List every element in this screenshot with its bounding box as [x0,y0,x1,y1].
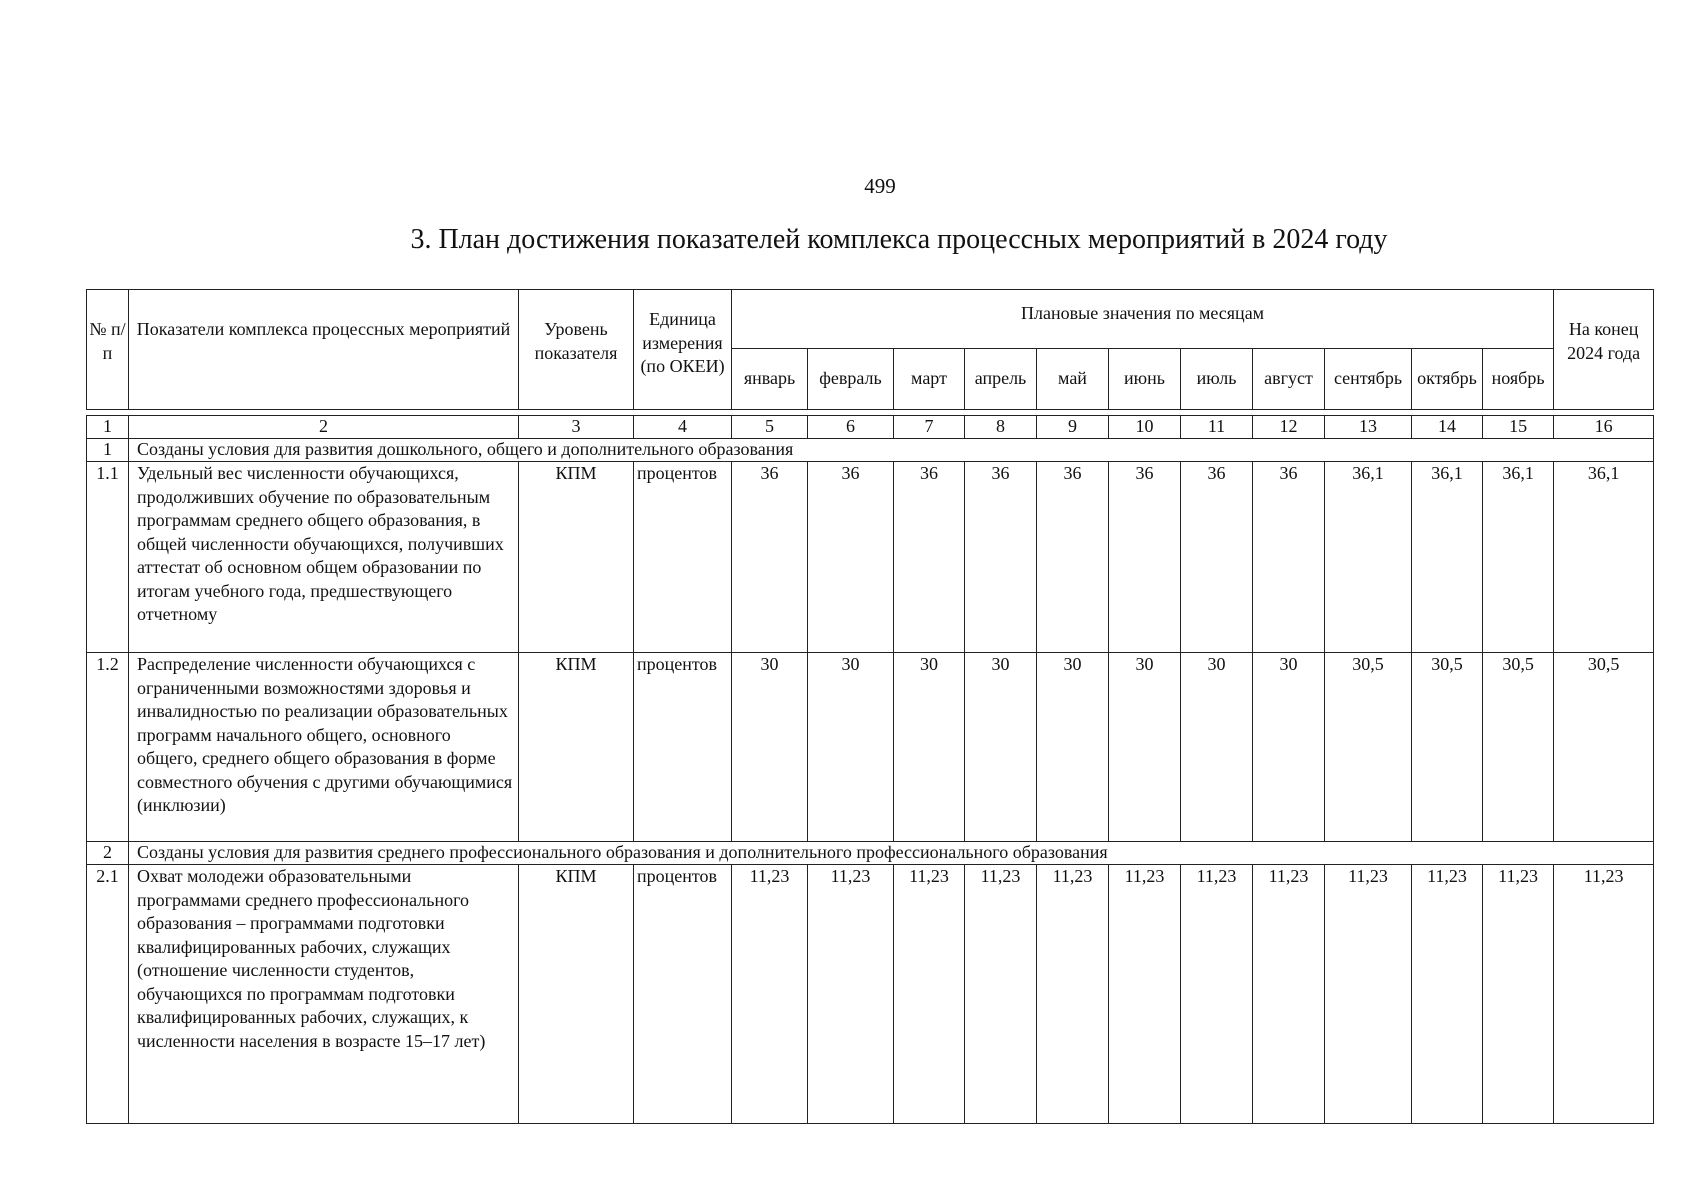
end-of-year-value: 36,1 [1554,462,1654,653]
month-value: 36 [965,462,1037,653]
indicator-level: КПМ [519,865,634,1124]
header-month: май [1037,349,1109,410]
header-planned: Плановые значения по месяцам [732,290,1554,349]
column-number: 16 [1554,416,1654,439]
indicator-name: Удельный вес численности обучающихся, продолживших обучение по образовательным программам среднего общего образования, в общей численности обучающихся, получивших аттестат об основном общем образовании по итогам учебного года, предшествующего отчетному [129,462,519,653]
header-level: Уровень показателя [519,290,634,410]
column-number: 11 [1181,416,1253,439]
header-unit: Единица измерения (по ОКЕИ) [634,290,732,410]
month-value: 36 [732,462,808,653]
month-value: 36,1 [1325,462,1412,653]
month-value: 30 [1037,653,1109,842]
header-month: октябрь [1412,349,1483,410]
month-value: 11,23 [1483,865,1554,1124]
row-number: 1.1 [87,462,129,653]
measurement-unit: процентов [634,462,732,653]
month-value: 11,23 [1253,865,1325,1124]
column-numbers-row [87,416,1654,439]
month-value: 11,23 [965,865,1037,1124]
month-value: 30 [1109,653,1181,842]
column-number: 15 [1483,416,1554,439]
header-month: сентябрь [1325,349,1412,410]
section-title: Созданы условия для развития среднего профессионального образования и дополнительного профессионального образования [129,842,1654,865]
month-value: 11,23 [1181,865,1253,1124]
month-value: 30,5 [1325,653,1412,842]
month-value: 11,23 [1109,865,1181,1124]
header-month: август [1253,349,1325,410]
column-number: 2 [129,416,519,439]
section-title: Созданы условия для развития дошкольного, общего и дополнительного образования [129,439,1654,462]
table-row [87,462,1654,653]
section-number: 2 [87,842,129,865]
month-value: 11,23 [1037,865,1109,1124]
month-value: 30 [732,653,808,842]
month-value: 11,23 [1412,865,1483,1124]
section-number: 1 [87,439,129,462]
month-value: 36 [1037,462,1109,653]
month-value: 11,23 [1325,865,1412,1124]
section-row [87,842,1654,865]
header-month: июнь [1109,349,1181,410]
section-row [87,439,1654,462]
header-month: март [894,349,965,410]
end-of-year-value: 11,23 [1554,865,1654,1124]
header-month: апрель [965,349,1037,410]
month-value: 36,1 [1483,462,1554,653]
column-number: 6 [808,416,894,439]
month-value: 30 [1181,653,1253,842]
column-number: 8 [965,416,1037,439]
measurement-unit: процентов [634,653,732,842]
column-number: 13 [1325,416,1412,439]
column-number: 14 [1412,416,1483,439]
header-month: январь [732,349,808,410]
page-number: 499 [864,174,896,198]
month-value: 36 [1253,462,1325,653]
month-value: 36 [1109,462,1181,653]
month-value: 30 [808,653,894,842]
measurement-unit: процентов [634,865,732,1124]
header-month: ноябрь [1483,349,1554,410]
page-title: 3. План достижения показателей комплекса процессных мероприятий в 2024 году [410,224,1388,255]
month-value: 30 [965,653,1037,842]
month-value: 30 [894,653,965,842]
header-end-of-year: На конец 2024 года [1554,290,1654,410]
month-value: 11,23 [808,865,894,1124]
month-value: 11,23 [732,865,808,1124]
row-number: 2.1 [87,865,129,1124]
indicator-name: Распределение численности обучающихся с ограниченными возможностями здоровья и инвалидностью по реализации образовательных программ начального общего, основного общего, среднего общего образования в форме совместного обучения с другими обучающимися (инклюзии) [129,653,519,842]
indicator-level: КПМ [519,462,634,653]
column-number: 3 [519,416,634,439]
column-number: 12 [1253,416,1325,439]
indicator-level: КПМ [519,653,634,842]
indicator-name: Охват молодежи образовательными программами среднего профессионального образования – программами подготовки квалифицированных рабочих, служащих (отношение численности студентов, обучающихся по программам подготовки квалифицированных рабочих, служащих, к численности населения в возрасте 15–17 лет) [129,865,519,1124]
month-value: 36,1 [1412,462,1483,653]
indicators-plan-table [86,289,1654,1124]
column-number: 4 [634,416,732,439]
header-month: февраль [808,349,894,410]
month-value: 36 [808,462,894,653]
header-indicator: Показатели комплекса процессных мероприятий [129,290,519,410]
month-value: 30,5 [1483,653,1554,842]
column-number: 5 [732,416,808,439]
header-month: июль [1181,349,1253,410]
month-value: 30,5 [1412,653,1483,842]
month-value: 36 [894,462,965,653]
month-value: 36 [1181,462,1253,653]
header-num: № п/п [87,290,129,410]
table-row [87,653,1654,842]
month-value: 30 [1253,653,1325,842]
column-number: 9 [1037,416,1109,439]
column-number: 1 [87,416,129,439]
end-of-year-value: 30,5 [1554,653,1654,842]
table-row [87,865,1654,1124]
column-number: 10 [1109,416,1181,439]
month-value: 11,23 [894,865,965,1124]
column-number: 7 [894,416,965,439]
row-number: 1.2 [87,653,129,842]
